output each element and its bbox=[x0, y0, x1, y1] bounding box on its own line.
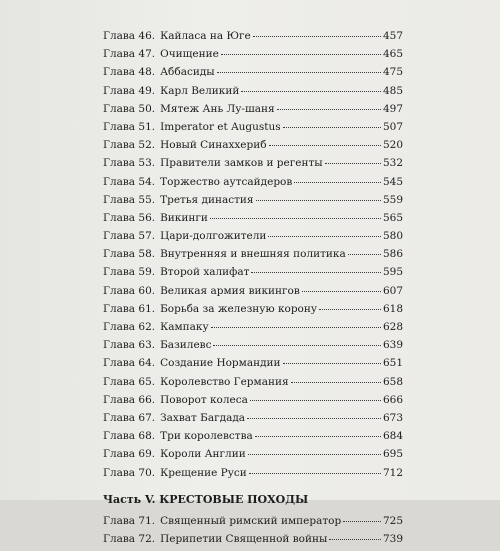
dot-leader bbox=[291, 382, 381, 383]
dot-leader bbox=[302, 291, 381, 292]
chapter-label: Глава 54. bbox=[103, 175, 156, 188]
dot-leader bbox=[249, 473, 381, 474]
toc-row bbox=[103, 48, 403, 66]
chapter-title: Три королевства bbox=[160, 430, 253, 443]
page-number: 666 bbox=[382, 393, 403, 406]
chapter-label: Глава 48. bbox=[103, 66, 156, 79]
toc-row bbox=[103, 285, 403, 303]
page-number: 739 bbox=[382, 532, 403, 545]
dot-leader bbox=[283, 363, 381, 364]
dot-leader bbox=[210, 218, 381, 219]
part-heading: Часть V. КРЕСТОВЫЕ ПОХОДЫ bbox=[103, 492, 309, 506]
chapter-title: Великая армия викингов bbox=[160, 284, 300, 297]
chapter-title: Королевство Германия bbox=[160, 375, 289, 388]
dot-leader bbox=[329, 539, 381, 540]
chapter-label: Глава 70. bbox=[103, 466, 156, 479]
dot-leader bbox=[241, 91, 381, 92]
toc-row bbox=[103, 85, 403, 103]
toc-row bbox=[103, 103, 403, 121]
chapter-label: Глава 66. bbox=[103, 393, 156, 406]
chapter-label: Глава 52. bbox=[103, 139, 156, 152]
chapter-label: Глава 62. bbox=[103, 321, 156, 333]
page-number: 507 bbox=[382, 120, 403, 133]
toc-row bbox=[103, 321, 403, 339]
dot-leader bbox=[294, 182, 381, 183]
chapter-title: Кайласа на Юге bbox=[160, 30, 251, 42]
chapter-title: Карл Великий bbox=[160, 84, 240, 97]
dot-leader bbox=[213, 345, 380, 346]
chapter-label: Глава 55. bbox=[103, 193, 156, 206]
page-number: 532 bbox=[382, 157, 403, 170]
toc-row bbox=[103, 412, 403, 430]
page-number: 580 bbox=[382, 230, 403, 243]
page-number: 565 bbox=[382, 211, 403, 224]
chapter-label: Глава 71. bbox=[103, 514, 156, 527]
toc-row bbox=[103, 157, 403, 175]
chapter-title: Создание Нормандии bbox=[160, 357, 281, 370]
chapter-label: Глава 69. bbox=[103, 448, 156, 461]
chapter-label: Глава 61. bbox=[103, 302, 156, 315]
page-number: 618 bbox=[382, 302, 403, 315]
dot-leader bbox=[248, 454, 381, 455]
chapter-title: Базилевс bbox=[160, 339, 212, 352]
chapter-title: Очищение bbox=[160, 48, 219, 61]
chapter-title: Кампаку bbox=[160, 321, 209, 333]
toc-row bbox=[103, 30, 403, 48]
chapter-label: Глава 58. bbox=[103, 248, 156, 261]
chapter-label: Глава 67. bbox=[103, 411, 156, 424]
toc-row bbox=[103, 515, 403, 533]
page-number: 595 bbox=[382, 266, 403, 279]
toc-row bbox=[103, 212, 403, 230]
toc-row bbox=[103, 139, 403, 157]
dot-leader bbox=[268, 236, 381, 237]
toc-row bbox=[103, 339, 403, 357]
chapter-title: Второй халифат bbox=[160, 266, 250, 279]
page-number: 673 bbox=[382, 411, 403, 424]
chapter-label: Глава 57. bbox=[103, 230, 156, 243]
dot-leader bbox=[251, 272, 380, 273]
chapter-title: Внутренняя и внешняя политика bbox=[160, 248, 346, 261]
dot-leader bbox=[319, 309, 381, 310]
chapter-list bbox=[103, 30, 403, 485]
page-number: 651 bbox=[382, 357, 403, 370]
toc-row bbox=[103, 430, 403, 448]
chapter-title: Imperator et Augustus bbox=[160, 120, 281, 133]
chapter-label: Глава 49. bbox=[103, 84, 156, 97]
chapter-title: Крещение Руси bbox=[160, 466, 247, 479]
chapter-label: Глава 72. bbox=[103, 532, 156, 545]
chapter-title: Захват Багдада bbox=[160, 411, 246, 424]
page-number: 658 bbox=[382, 375, 403, 388]
dot-leader bbox=[250, 400, 381, 401]
dot-leader bbox=[343, 521, 381, 522]
dot-leader bbox=[221, 54, 381, 55]
chapter-label: Глава 46. bbox=[103, 30, 156, 42]
toc-row bbox=[103, 533, 403, 551]
chapter-title: Перипетии Священной войны bbox=[160, 532, 328, 545]
dot-leader bbox=[255, 436, 381, 437]
chapter-label: Глава 51. bbox=[103, 120, 156, 133]
toc-row bbox=[103, 394, 403, 412]
chapter-label: Глава 56. bbox=[103, 211, 156, 224]
dot-leader bbox=[277, 109, 381, 110]
chapter-title: Цари-долгожители bbox=[160, 230, 267, 243]
chapter-label: Глава 59. bbox=[103, 266, 156, 279]
dot-leader bbox=[269, 145, 381, 146]
toc-row bbox=[103, 66, 403, 84]
chapter-title: Торжество аутсайдеров bbox=[160, 175, 293, 188]
page-number: 559 bbox=[382, 193, 403, 206]
chapter-title: Священный римский император bbox=[160, 514, 342, 527]
chapter-label: Глава 63. bbox=[103, 339, 156, 352]
chapter-title: Борьба за железную корону bbox=[160, 302, 318, 315]
toc-row bbox=[103, 357, 403, 375]
dot-leader bbox=[217, 72, 381, 73]
page-number: 639 bbox=[382, 339, 403, 352]
page-number: 607 bbox=[382, 284, 403, 297]
table-of-contents bbox=[103, 30, 403, 551]
page-number: 725 bbox=[382, 514, 403, 527]
chapter-title: Аббасиды bbox=[160, 66, 215, 79]
dot-leader bbox=[325, 163, 381, 164]
page-number: 712 bbox=[382, 466, 403, 479]
chapter-title: Третья династия bbox=[160, 193, 254, 206]
page-number: 628 bbox=[382, 321, 403, 333]
page-number: 485 bbox=[382, 84, 403, 97]
chapter-title: Мятеж Ань Лу-шаня bbox=[160, 102, 275, 115]
page-number: 465 bbox=[382, 48, 403, 61]
chapter-label: Глава 50. bbox=[103, 102, 156, 115]
page-number: 545 bbox=[382, 175, 403, 188]
page-number: 520 bbox=[382, 139, 403, 152]
dot-leader bbox=[283, 127, 381, 128]
chapter-title: Поворот колеса bbox=[160, 393, 248, 406]
part-chapter-list bbox=[103, 515, 403, 551]
chapter-title: Викинги bbox=[160, 211, 208, 224]
page-number: 695 bbox=[382, 448, 403, 461]
dot-leader bbox=[253, 36, 381, 37]
chapter-label: Глава 64. bbox=[103, 357, 156, 370]
toc-row bbox=[103, 448, 403, 466]
chapter-title: Новый Синаххериб bbox=[160, 139, 267, 152]
toc-row bbox=[103, 467, 403, 485]
chapter-label: Глава 68. bbox=[103, 430, 156, 443]
chapter-label: Глава 65. bbox=[103, 375, 156, 388]
chapter-title: Правители замков и регенты bbox=[160, 157, 323, 170]
dot-leader bbox=[348, 254, 381, 255]
dot-leader bbox=[247, 418, 381, 419]
chapter-label: Глава 53. bbox=[103, 157, 156, 170]
page-number: 497 bbox=[382, 102, 403, 115]
toc-row bbox=[103, 248, 403, 266]
dot-leader bbox=[211, 327, 381, 328]
chapter-title: Короли Англии bbox=[160, 448, 246, 461]
toc-row bbox=[103, 230, 403, 248]
toc-row bbox=[103, 121, 403, 139]
page-number: 684 bbox=[382, 430, 403, 443]
page-number: 457 bbox=[382, 30, 403, 42]
toc-row bbox=[103, 303, 403, 321]
page-number: 475 bbox=[382, 66, 403, 79]
chapter-label: Глава 47. bbox=[103, 48, 156, 61]
toc-row bbox=[103, 176, 403, 194]
toc-row bbox=[103, 376, 403, 394]
toc-row bbox=[103, 266, 403, 284]
toc-row bbox=[103, 194, 403, 212]
page-number: 586 bbox=[382, 248, 403, 261]
dot-leader bbox=[256, 200, 381, 201]
chapter-label: Глава 60. bbox=[103, 284, 156, 297]
